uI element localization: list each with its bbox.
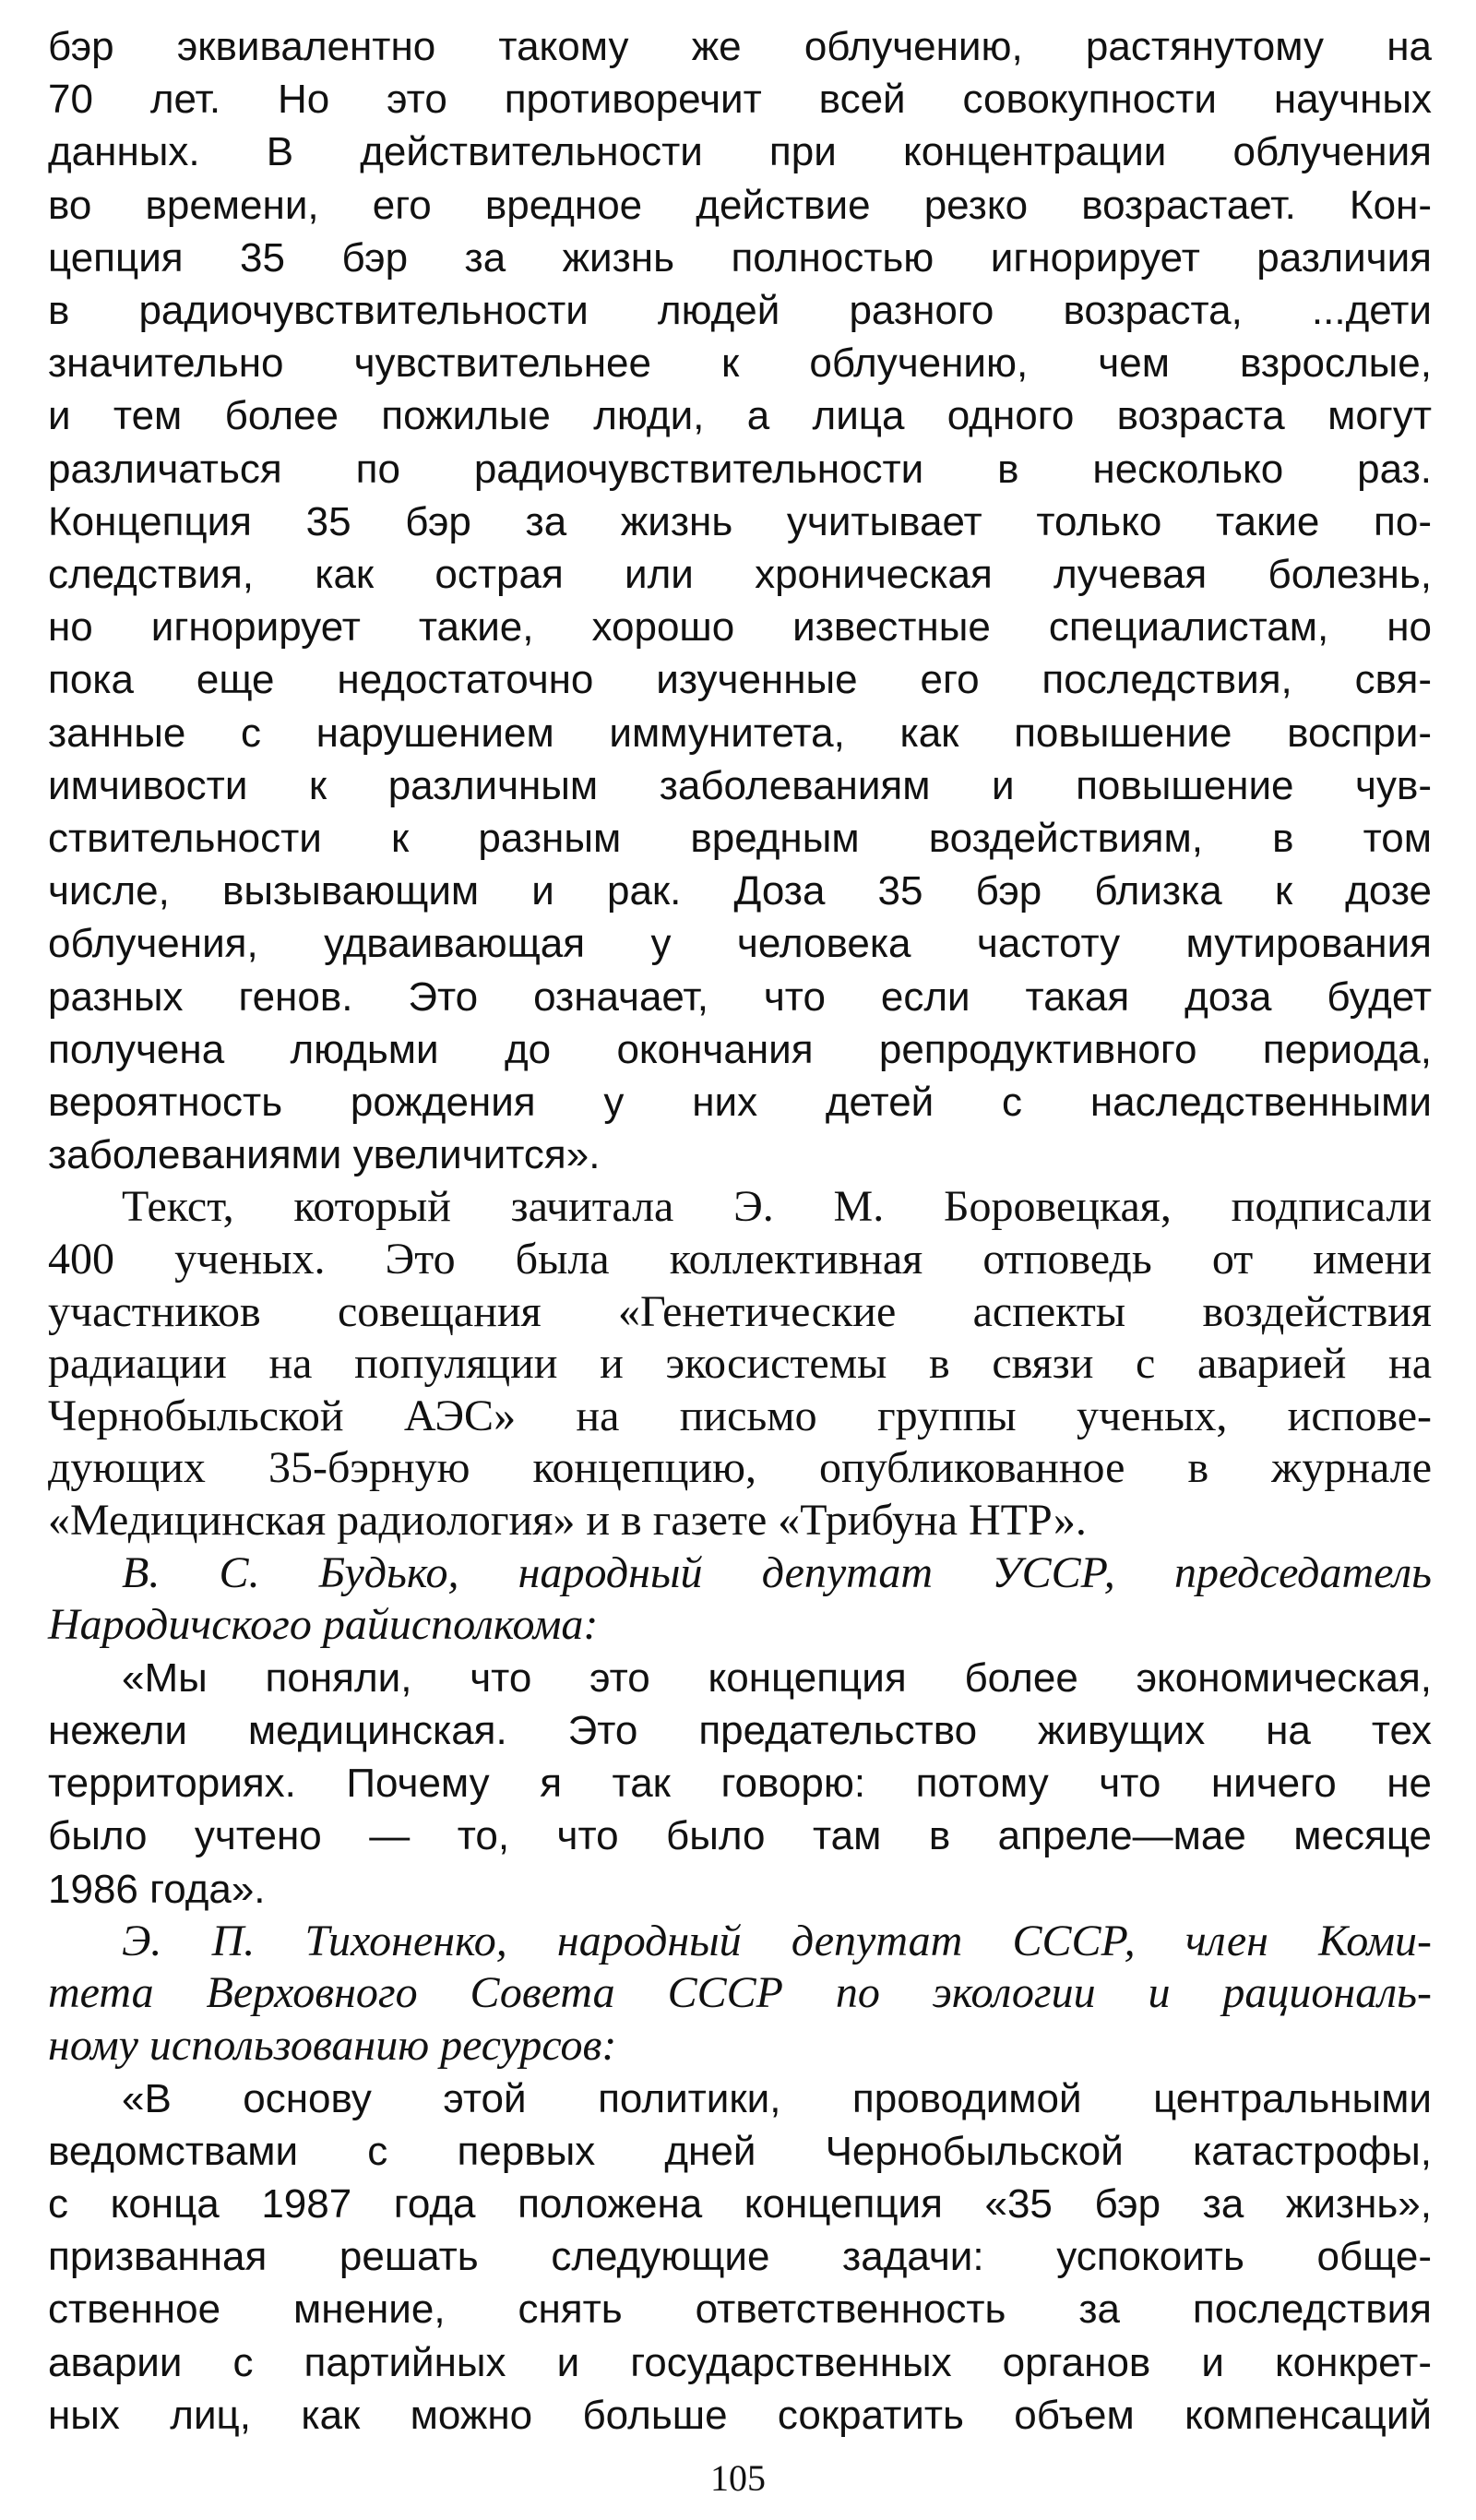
text-line: Концепция 35 бэр за жизнь учитывает только такие по- <box>48 498 1432 544</box>
speaker-attribution <box>48 1547 1432 1652</box>
text-line: числе, вызывающим и рак. Доза 35 бэр близка к дозе <box>48 868 1432 914</box>
text-line: «Мы поняли, что это концепция более экономическая, <box>122 1654 1432 1701</box>
text-line: призванная решать следующие задачи: успокоить обще- <box>48 2234 1432 2280</box>
quote-paragraph <box>48 1652 1432 1916</box>
text-line: и тем более пожилые люди, а лица одного возраста могут <box>48 393 1432 439</box>
text-line: радиации на популяции и экосистемы в связи с аварией на <box>48 1339 1432 1389</box>
text-line: следствия, как острая или хроническая лучевая болезнь, <box>48 552 1432 598</box>
text-line: разных генов. Это означает, что если такая доза будет <box>48 973 1432 1020</box>
text-line: ствительности к разным вредным воздействиям, в том <box>48 816 1432 862</box>
text-line: получена людьми до окончания репродуктивного периода, <box>48 1026 1432 1072</box>
text-line: В. С. Будько, народный депутат УССР, председатель <box>122 1547 1432 1597</box>
text-line: облучения, удваивающая у человека частоту мутирования <box>48 921 1432 967</box>
document-page <box>48 20 1432 2456</box>
text-line: пока еще недостаточно изученные его последствия, свя- <box>48 657 1432 703</box>
text-line: аварии с партийных и государственных органов и конкрет- <box>48 2339 1432 2385</box>
text-line: ных лиц, как можно больше сократить объем компенсаций <box>48 2392 1432 2438</box>
text-line: в радиочувствительности людей разного возраста, ...дети <box>48 288 1432 334</box>
text-line: «В основу этой политики, проводимой центральными <box>122 2075 1432 2121</box>
text-line: ведомствами с первых дней Чернобыльской катастрофы, <box>48 2128 1432 2174</box>
text-line: Э. П. Тихоненко, народный депутат СССР, член Коми- <box>122 1916 1432 1965</box>
text-line: данных. В действительности при концентрации облучения <box>48 129 1432 175</box>
speaker-attribution <box>48 1916 1432 2072</box>
paragraph-continuation <box>48 20 1432 1181</box>
text-line: во времени, его вредное действие резко возрастает. Кон- <box>48 182 1432 228</box>
text-line: тета Верховного Совета СССР по экологии и рациональ- <box>48 1968 1432 2018</box>
text-line: Чернобыльской АЭС» на письмо группы ученых, испове- <box>48 1391 1432 1440</box>
paragraph-commentary <box>48 1181 1432 1547</box>
text-line: вероятность рождения у них детей с наследственными <box>48 1080 1432 1126</box>
text-line: Народичского райисполкома: <box>48 1600 599 1650</box>
text-line: территориях. Почему я так говорю: потому что ничего не <box>48 1761 1432 1807</box>
text-line: значительно чувствительнее к облучению, чем взрослые, <box>48 340 1432 387</box>
page-number: 105 <box>710 2457 766 2499</box>
text-line: с конца 1987 года положена концепция «35 бэр за жизнь», <box>48 2181 1432 2227</box>
text-line: «Медицинская радиология» и в газете «Трибуна НТР». <box>48 1496 1087 1546</box>
text-line: имчивости к различным заболеваниям и повышение чув- <box>48 762 1432 808</box>
text-line: ственное мнение, снять ответственность за последствия <box>48 2287 1432 2333</box>
text-line: 400 ученых. Это была коллективная отповедь от имени <box>48 1235 1432 1284</box>
text-line: 1986 года». <box>48 1866 266 1912</box>
text-line: было учтено — то, что было там в апреле—мае месяце <box>48 1813 1432 1859</box>
text-line: Текст, который зачитала Э. М. Боровецкая, подписали <box>122 1182 1432 1232</box>
text-line: заболеваниями увеличится». <box>48 1132 601 1178</box>
text-line: различаться по радиочувствительности в несколько раз. <box>48 446 1432 492</box>
text-line: 70 лет. Но это противоречит всей совокупности научных <box>48 77 1432 123</box>
text-line: бэр эквивалентно такому же облучению, растянутому на <box>48 24 1432 69</box>
text-line: дующих 35-бэрную концепцию, опубликованное в журнале <box>48 1443 1432 1493</box>
text-line: участников совещания «Генетические аспекты воздействия <box>48 1286 1432 1336</box>
text-line: нежели медицинская. Это предательство живущих на тех <box>48 1708 1432 1754</box>
text-line: цепция 35 бэр за жизнь полностью игнорирует различия <box>48 234 1432 281</box>
quote-paragraph <box>48 2072 1432 2442</box>
text-line: но игнорирует такие, хорошо известные специалистам, но <box>48 604 1432 651</box>
text-line: занные с нарушением иммунитета, как повышение воспри- <box>48 710 1432 756</box>
text-line: ному использованию ресурсов: <box>48 2021 617 2071</box>
